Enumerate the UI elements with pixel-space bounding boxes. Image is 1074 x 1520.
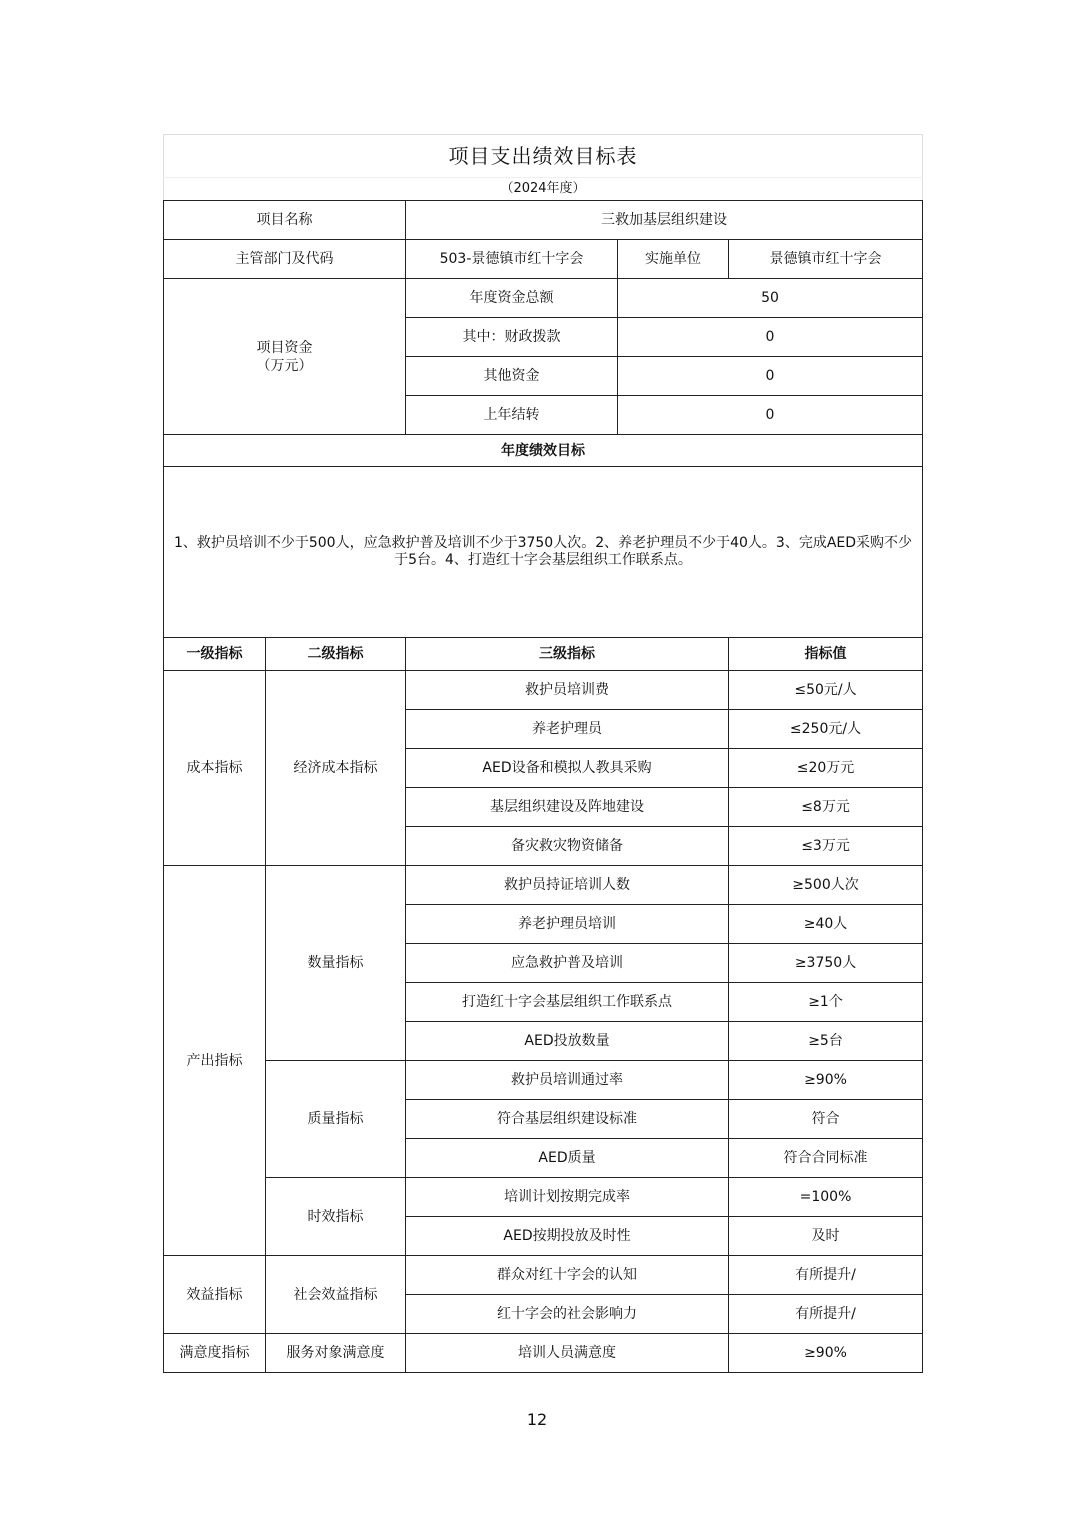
annual-goal-text: 1、救护员培训不少于500人，应急救护普及培训不少于3750人次。2、养老护理员不少于40人。3、完成AED采购不少于5台。4、打造红十字会基层组织工作联系点。: [164, 467, 923, 638]
funds-row-label: 其他资金: [406, 357, 618, 396]
indicator-name: 基层组织建设及阵地建设: [406, 788, 729, 827]
funds-row-value: 0: [618, 357, 923, 396]
level2-service-satisfaction: 服务对象满意度: [266, 1334, 406, 1373]
project-name-value: 三救加基层组织建设: [406, 201, 923, 240]
implementing-unit-label: 实施单位: [618, 240, 729, 279]
indicator-value: 有所提升/: [729, 1256, 923, 1295]
indicator-name: 群众对红十字会的认知: [406, 1256, 729, 1295]
indicator-value: 符合合同标准: [729, 1139, 923, 1178]
indicator-value: 符合: [729, 1100, 923, 1139]
indicator-name: AED设备和模拟人教具采购: [406, 749, 729, 788]
indicator-value: ≤50元/人: [729, 671, 923, 710]
indicator-value: ≤3万元: [729, 827, 923, 866]
indicator-value: ≥3750人: [729, 944, 923, 983]
level2-economic-cost: 经济成本指标: [266, 671, 406, 866]
funds-row-value: 50: [618, 279, 923, 318]
indicator-name: 养老护理员: [406, 710, 729, 749]
funds-label: 项目资金 （万元）: [164, 279, 406, 435]
indicator-value: 有所提升/: [729, 1295, 923, 1334]
department-value: 503-景德镇市红十字会: [406, 240, 618, 279]
department-label: 主管部门及代码: [164, 240, 406, 279]
performance-table-sheet: [163, 134, 922, 1373]
indicator-name: 培训计划按期完成率: [406, 1178, 729, 1217]
level2-quality: 质量指标: [266, 1061, 406, 1178]
indicator-value: ≥500人次: [729, 866, 923, 905]
level1-output: 产出指标: [164, 866, 266, 1256]
indicator-value: ≤250元/人: [729, 710, 923, 749]
table-year: （2024年度）: [164, 178, 923, 201]
indicator-value: 及时: [729, 1217, 923, 1256]
header-value: 指标值: [729, 638, 923, 671]
funds-row-label: 上年结转: [406, 396, 618, 435]
annual-goal-header: 年度绩效目标: [164, 435, 923, 467]
indicator-name: AED投放数量: [406, 1022, 729, 1061]
indicator-value: ≥90%: [729, 1061, 923, 1100]
funds-row-value: 0: [618, 396, 923, 435]
level1-satisfaction: 满意度指标: [164, 1334, 266, 1373]
indicator-name: AED按期投放及时性: [406, 1217, 729, 1256]
header-level1: 一级指标: [164, 638, 266, 671]
indicator-name: 打造红十字会基层组织工作联系点: [406, 983, 729, 1022]
indicator-name: 红十字会的社会影响力: [406, 1295, 729, 1334]
level1-benefit: 效益指标: [164, 1256, 266, 1334]
project-name-label: 项目名称: [164, 201, 406, 240]
indicator-name: 培训人员满意度: [406, 1334, 729, 1373]
indicator-value: ≤20万元: [729, 749, 923, 788]
indicator-value: ≥1个: [729, 983, 923, 1022]
table-title: 项目支出绩效目标表: [164, 135, 923, 178]
indicator-name: 备灾救灾物资储备: [406, 827, 729, 866]
page-number: 12: [526, 1410, 548, 1429]
funds-row-label: 年度资金总额: [406, 279, 618, 318]
indicator-name: 符合基层组织建设标准: [406, 1100, 729, 1139]
header-level2: 二级指标: [266, 638, 406, 671]
indicator-name: 救护员培训通过率: [406, 1061, 729, 1100]
indicator-value: ≥90%: [729, 1334, 923, 1373]
indicator-value: ≤8万元: [729, 788, 923, 827]
indicator-value: ≥40人: [729, 905, 923, 944]
funds-row-label: 其中：财政拨款: [406, 318, 618, 357]
level2-quantity: 数量指标: [266, 866, 406, 1061]
level2-timeliness: 时效指标: [266, 1178, 406, 1256]
header-level3: 三级指标: [406, 638, 729, 671]
indicator-name: 救护员持证培训人数: [406, 866, 729, 905]
level1-cost: 成本指标: [164, 671, 266, 866]
indicator-name: 应急救护普及培训: [406, 944, 729, 983]
implementing-unit-value: 景德镇市红十字会: [729, 240, 923, 279]
indicator-value: =100%: [729, 1178, 923, 1217]
level2-social-benefit: 社会效益指标: [266, 1256, 406, 1334]
funds-row-value: 0: [618, 318, 923, 357]
indicator-value: ≥5台: [729, 1022, 923, 1061]
indicator-name: AED质量: [406, 1139, 729, 1178]
indicator-name: 养老护理员培训: [406, 905, 729, 944]
indicator-name: 救护员培训费: [406, 671, 729, 710]
performance-target-table: [163, 134, 923, 1373]
